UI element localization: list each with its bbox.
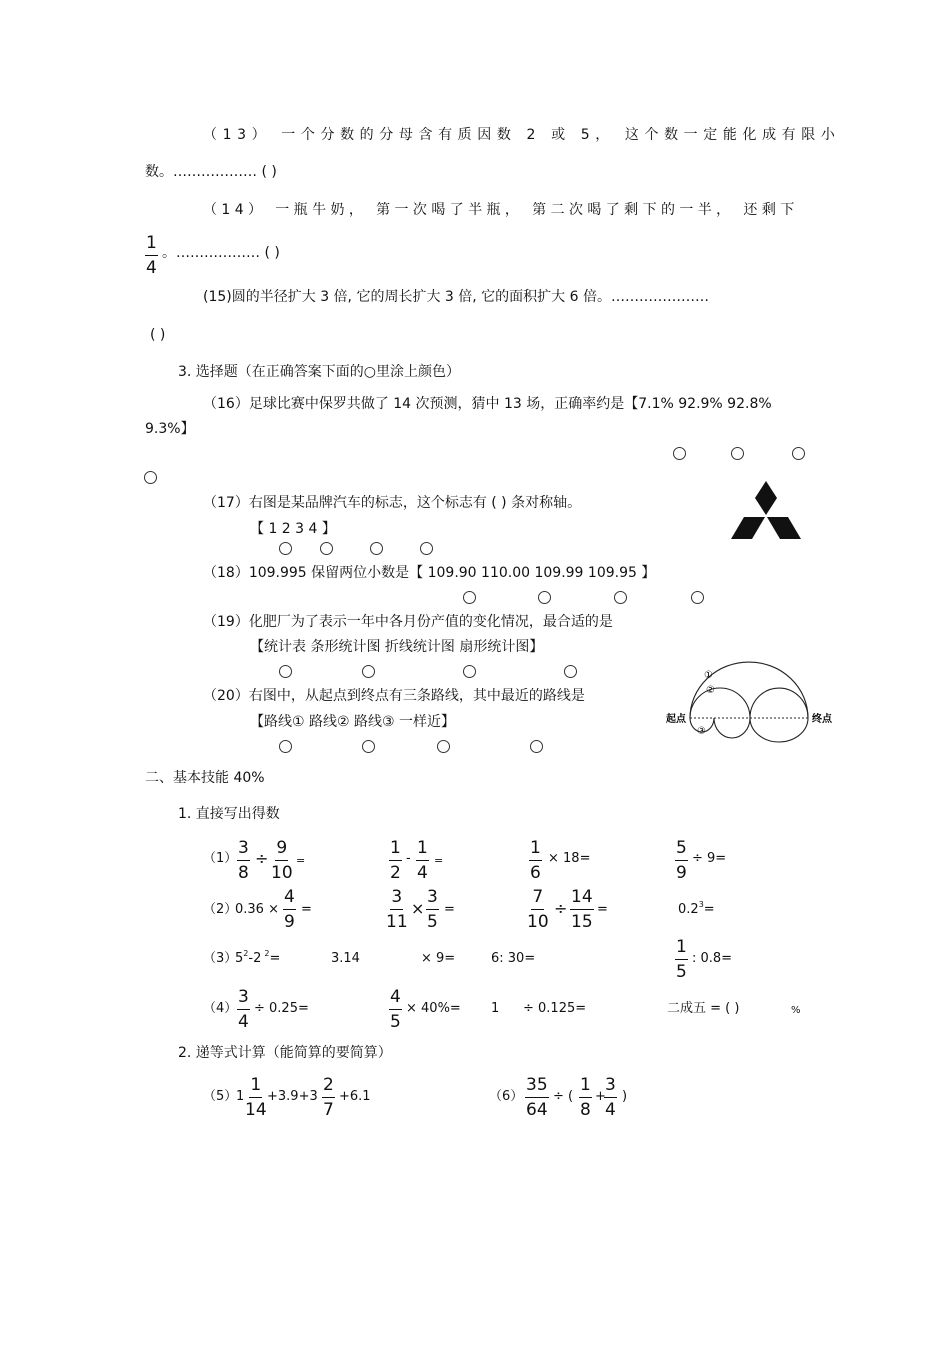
r4-a-num: 3 xyxy=(237,987,250,1010)
r2-e-den: 15 xyxy=(571,912,593,932)
r2-pre: 0.36 × xyxy=(235,902,279,917)
q15-line1: (15)圆的半径扩大 3 倍, 它的周长扩大 3 倍, 它的面积扩大 6 倍。………………… xyxy=(203,289,709,305)
q19-options: 【统计表 条形统计图 折线统计图 扇形统计图】 xyxy=(250,639,544,655)
r3-t2: -2 xyxy=(248,951,262,966)
r2-d-den: 10 xyxy=(527,912,549,932)
r2-a-num: 4 xyxy=(283,887,296,910)
q19-text: （19）化肥厂为了表示一年中各月份产值的变化情况，最合适的是 xyxy=(203,614,613,630)
q19-option-3-circle[interactable] xyxy=(463,665,476,678)
r4-a-tail: ÷ 0.25= xyxy=(254,1001,309,1016)
q20-option-4-circle[interactable] xyxy=(530,740,543,753)
r1-e-num: 1 xyxy=(529,838,542,861)
q19-option-1-circle[interactable] xyxy=(279,665,292,678)
r2-c-num: 3 xyxy=(426,887,439,910)
route-2-marker: ② xyxy=(706,685,715,696)
q6-f2-num: 1 xyxy=(579,1075,592,1098)
r2-fraction-a xyxy=(283,887,296,932)
q18-option-3-circle[interactable] xyxy=(614,591,627,604)
q6-close: ) xyxy=(622,1089,628,1104)
r2-c-eq: = xyxy=(444,902,455,917)
r2-f-exp: 3 xyxy=(698,900,704,909)
q17-text: （17）右图是某品牌汽车的标志，这个标志有 ( ) 条对称轴。 xyxy=(203,495,582,511)
r1-a-den: 8 xyxy=(238,863,249,883)
logo-top-diamond xyxy=(755,481,777,515)
q18-option-2-circle[interactable] xyxy=(538,591,551,604)
r3-t3: = xyxy=(269,951,281,966)
r2-label: （2） xyxy=(203,902,238,917)
q14-num: 1 xyxy=(145,233,158,256)
q20-options: 【路线① 路线② 路线③ 一样近】 xyxy=(250,714,456,730)
q16-option-4-circle[interactable] xyxy=(144,471,157,484)
r4-b-tail: × 40%= xyxy=(406,1001,461,1016)
r3-m1: 3.14 xyxy=(331,951,360,966)
r2-fraction-d xyxy=(527,887,549,932)
r3-f-num: 1 xyxy=(675,937,688,960)
q6-fraction-1 xyxy=(525,1075,549,1120)
q6-middle: ÷ ( xyxy=(553,1089,574,1104)
r3-power-expr xyxy=(235,950,280,969)
r2-e-num: 14 xyxy=(570,887,594,910)
r1-d-den: 4 xyxy=(417,863,428,883)
q14-line1: （14） 一瓶牛奶， 第一次喝了半瓶， 第二次喝了剩下的一半， 还剩下 xyxy=(203,202,799,218)
r3-f-den: 5 xyxy=(676,962,687,982)
logo-right-diamond xyxy=(767,517,801,539)
q5-f1-num: 1 xyxy=(249,1075,262,1098)
r1-b-eq: = xyxy=(296,854,306,867)
r3-t1: 5 xyxy=(235,951,244,966)
r1-d-num: 1 xyxy=(416,838,429,861)
route-diagram xyxy=(664,655,840,750)
r1-f-den: 9 xyxy=(676,863,687,883)
q5-fraction-1 xyxy=(245,1075,267,1120)
r1-fraction-f xyxy=(675,838,688,883)
r1-f-tail: ÷ 9= xyxy=(692,851,727,866)
route-3-arc-2 xyxy=(714,718,750,738)
r1-fraction-b xyxy=(271,838,293,883)
r1-c-den: 2 xyxy=(390,863,401,883)
r3-fraction-f xyxy=(675,937,688,982)
r3-t2-exp: 2 xyxy=(264,949,270,958)
q17-option-4-circle[interactable] xyxy=(420,542,433,555)
r1-f-num: 5 xyxy=(675,838,688,861)
r2-b-num: 3 xyxy=(390,887,403,910)
r1-e-den: 6 xyxy=(530,863,541,883)
r4-fraction-a xyxy=(237,987,250,1032)
q16-line2: 9.3%】 xyxy=(145,421,195,437)
r2-d-op: ÷ xyxy=(554,899,568,918)
q6-fraction-2 xyxy=(579,1075,592,1120)
r1-c-op: - xyxy=(406,851,411,866)
q17-option-1-circle[interactable] xyxy=(279,542,292,555)
r4-label: （4） xyxy=(203,1001,238,1016)
r3-f-tail: : 0.8= xyxy=(692,951,733,966)
route-start-label: 起点 xyxy=(666,714,686,725)
route-3-marker: ③ xyxy=(697,726,706,737)
r4-c2: ÷ 0.125= xyxy=(523,1001,587,1016)
r2-d-num: 7 xyxy=(531,887,544,910)
q17-option-2-circle[interactable] xyxy=(320,542,333,555)
logo-left-diamond xyxy=(731,517,765,539)
q19-option-4-circle[interactable] xyxy=(564,665,577,678)
q18-option-4-circle[interactable] xyxy=(691,591,704,604)
r4-fraction-b xyxy=(389,987,402,1032)
q6-f1-num: 35 xyxy=(525,1075,549,1098)
q5-middle: +3.9+3 xyxy=(267,1089,318,1104)
q6-label: （6） xyxy=(489,1089,524,1104)
q5-f2-num: 2 xyxy=(322,1075,335,1098)
r2-f-eq: = xyxy=(703,902,715,917)
route-2-arc-right xyxy=(750,688,808,718)
q16-option-2-circle[interactable] xyxy=(731,447,744,460)
r3-t1-exp: 2 xyxy=(243,949,249,958)
q19-option-2-circle[interactable] xyxy=(362,665,375,678)
r3-m2: × 9= xyxy=(421,951,456,966)
r2-fraction-b xyxy=(386,887,408,932)
q13-line1: （13） 一个分数的分母含有质因数 2 或 5， 这个数一定能化成有限小 xyxy=(203,127,841,143)
r2-c-den: 5 xyxy=(427,912,438,932)
q17-options: 【 1 2 3 4 】 xyxy=(250,521,336,537)
section-3-title: 3. 选择题（在正确答案下面的○里涂上颜色） xyxy=(178,364,461,380)
r1-b-den: 10 xyxy=(271,863,293,883)
route-1-marker: ① xyxy=(704,670,713,681)
part-2-title: 二、基本技能 40% xyxy=(145,770,265,786)
q20-text: （20）右图中，从起点到终点有三条路线，其中最近的路线是 xyxy=(203,688,585,704)
r2-fraction-c xyxy=(426,887,439,932)
q20-option-1-circle[interactable] xyxy=(279,740,292,753)
q6-fraction-3 xyxy=(604,1075,617,1120)
r1-fraction-d xyxy=(416,838,429,883)
q5-f1-den: 14 xyxy=(245,1100,267,1120)
q20-option-2-circle[interactable] xyxy=(362,740,375,753)
r1-d-eq: = xyxy=(434,854,444,867)
q16-option-3-circle[interactable] xyxy=(792,447,805,460)
r3-label: （3） xyxy=(203,951,238,966)
r1-label: （1） xyxy=(203,851,238,866)
r4-a-den: 4 xyxy=(238,1012,249,1032)
r4-b-num: 4 xyxy=(389,987,402,1010)
r1-c-num: 1 xyxy=(389,838,402,861)
route-3-arc-3 xyxy=(750,718,808,742)
q18-text: （18）109.995 保留两位小数是【 109.90 110.00 109.99 109.95 】 xyxy=(203,565,656,581)
q17-option-3-circle[interactable] xyxy=(370,542,383,555)
r1-a-num: 3 xyxy=(237,838,250,861)
q6-f3-den: 4 xyxy=(605,1100,616,1120)
q16-option-1-circle[interactable] xyxy=(673,447,686,460)
subsection-1-title: 1. 直接写出得数 xyxy=(178,806,280,822)
q6-plus: + xyxy=(595,1089,606,1104)
r2-f-base: 0.2 xyxy=(678,902,699,917)
r2-f-expr xyxy=(678,901,715,920)
q14-tail: 。……………… ( ) xyxy=(162,245,280,261)
r1-a-op: ÷ xyxy=(255,849,269,868)
r2-b-den: 11 xyxy=(386,912,408,932)
r4-b-den: 5 xyxy=(390,1012,401,1032)
r1-fraction-c xyxy=(389,838,402,883)
r2-e-eq: = xyxy=(597,902,608,917)
q5-whole: 1 xyxy=(236,1089,245,1104)
q14-den: 4 xyxy=(146,258,157,278)
r1-b-num: 9 xyxy=(275,838,288,861)
q6-f1-den: 64 xyxy=(526,1100,548,1120)
r2-a-eq: = xyxy=(301,902,312,917)
r4-c1: 1 xyxy=(491,1001,500,1016)
q5-f2-den: 7 xyxy=(323,1100,334,1120)
r1-fraction-a xyxy=(237,838,250,883)
r2-a-den: 9 xyxy=(284,912,295,932)
q6-f3-num: 3 xyxy=(604,1075,617,1098)
q20-option-3-circle[interactable] xyxy=(437,740,450,753)
q5-tail: +6.1 xyxy=(339,1089,371,1104)
q16-text: （16）足球比赛中保罗共做了 14 次预测，猜中 13 场，正确率约是【7.1% 92.9% 92.8% xyxy=(203,396,772,412)
r2-fraction-e xyxy=(570,887,594,932)
q13-line2: 数。……………… ( ) xyxy=(145,164,277,180)
r1-fraction-e xyxy=(529,838,542,883)
q6-f2-den: 8 xyxy=(580,1100,591,1120)
car-logo-image xyxy=(730,479,802,541)
q5-label: （5） xyxy=(203,1089,238,1104)
r4-d: 二成五 = ( ) xyxy=(667,1001,740,1016)
r2-b-op: × xyxy=(411,899,425,918)
r3-m3: 6: 30= xyxy=(491,951,536,966)
r4-d-percent: % xyxy=(791,1005,801,1016)
q14-fraction xyxy=(145,233,158,278)
subsection-2-title: 2. 递等式计算（能简算的要简算） xyxy=(178,1045,392,1061)
q5-fraction-2 xyxy=(322,1075,335,1120)
q15-line2: ( ) xyxy=(150,327,166,343)
q18-option-1-circle[interactable] xyxy=(463,591,476,604)
route-2-arc-left xyxy=(690,688,750,718)
route-end-label: 终点 xyxy=(812,714,832,725)
r1-e-tail: × 18= xyxy=(548,851,591,866)
